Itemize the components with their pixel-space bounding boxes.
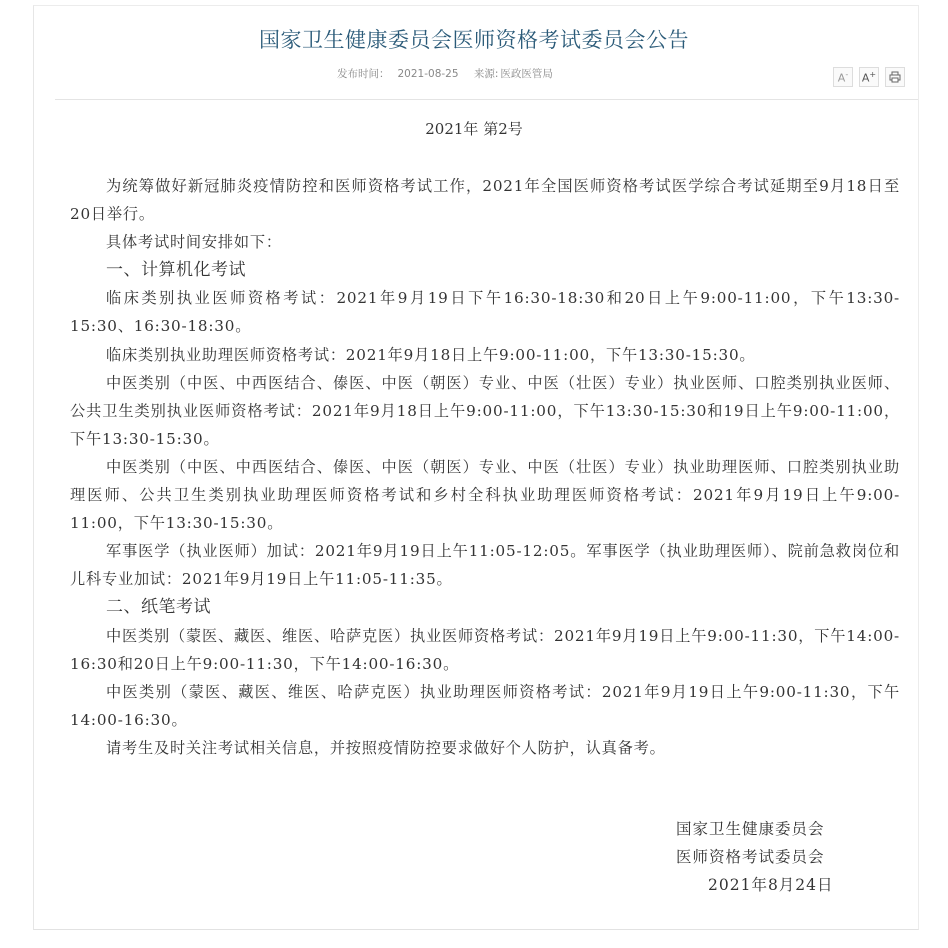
article-meta [337, 66, 561, 81]
paragraph: 中医类别（中医、中西医结合、傣医、中医（朝医）专业、中医（壮医）专业）执业医师、口腔类别执业医师、公共卫生类别执业医师资格考试：2021年9月18日上午9:00-11:00，下午13:30-15:30和19日上午9:00-11:00，下午13:30-15:30。 [70, 373, 900, 448]
paragraph: 具体考试时间安排如下： [106, 233, 282, 252]
document-body [70, 172, 900, 762]
header-divider [55, 99, 918, 100]
font-decrease-icon: A- [837, 69, 849, 85]
font-increase-button[interactable] [859, 67, 879, 87]
signature-block [676, 815, 834, 899]
paragraph: 请考生及时关注考试相关信息，并按照疫情防控要求做好个人防护，认真备考。 [106, 738, 666, 757]
paragraph: 中医类别（蒙医、藏医、维医、哈萨克医）执业医师资格考试：2021年9月19日上午9:00-11:30，下午14:00-16:30和20日上午9:00-11:30，下午14:00-16:30。 [70, 626, 900, 673]
paragraph: 为统筹做好新冠肺炎疫情防控和医师资格考试工作，2021年全国医师资格考试医学综合考试延期至9月18日至20日举行。 [70, 177, 900, 224]
publish-date: 2021-08-25 [397, 68, 459, 80]
signature-date: 2021年8月24日 [708, 876, 834, 894]
source-label: 来源: [473, 68, 499, 80]
page-title: 国家卫生健康委员会医师资格考试委员会公告 [259, 28, 689, 52]
paragraph: 中医类别（中医、中西医结合、傣医、中医（朝医）专业、中医（壮医）专业）执业助理医师、口腔类别执业助理医师、公共卫生类别执业助理医师资格考试和乡村全科执业助理医师资格考试：2021年9月19日上午9:00-11:00，下午13:30-15:30。 [70, 457, 900, 533]
signature-org-1: 国家卫生健康委员会 [676, 820, 825, 838]
paragraph: 中医类别（蒙医、藏医、维医、哈萨克医）执业助理医师资格考试：2021年9月19日上午9:00-11:30，下午14:00-16:30。 [70, 682, 900, 729]
source-value: 医政医管局 [500, 68, 553, 80]
article-toolbar [833, 67, 905, 87]
section-heading: 一、计算机化考试 [106, 260, 246, 281]
print-icon [889, 71, 901, 83]
font-decrease-button[interactable] [833, 67, 853, 87]
paragraph: 临床类别执业医师资格考试：2021年9月19日下午16:30-18:30和20日上午9:00-11:00，下午13:30-15:30、16:30-18:30。 [70, 289, 900, 336]
signature-org-2: 医师资格考试委员会 [676, 848, 825, 866]
font-increase-icon: A+ [861, 69, 877, 85]
section-heading: 二、纸笔考试 [106, 597, 211, 618]
issue-number: 2021年 第2号 [425, 120, 523, 138]
publish-label: 发布时间： [337, 68, 390, 80]
paragraph: 军事医学（执业医师）加试：2021年9月19日上午11:05-12:05。军事医学（执业助理医师）、院前急救岗位和儿科专业加试：2021年9月19日上午11:05-11:35。 [70, 542, 900, 589]
paragraph: 临床类别执业助理医师资格考试：2021年9月18日上午9:00-11:00，下午13:30-15:30。 [106, 345, 756, 364]
print-button[interactable] [885, 67, 905, 87]
